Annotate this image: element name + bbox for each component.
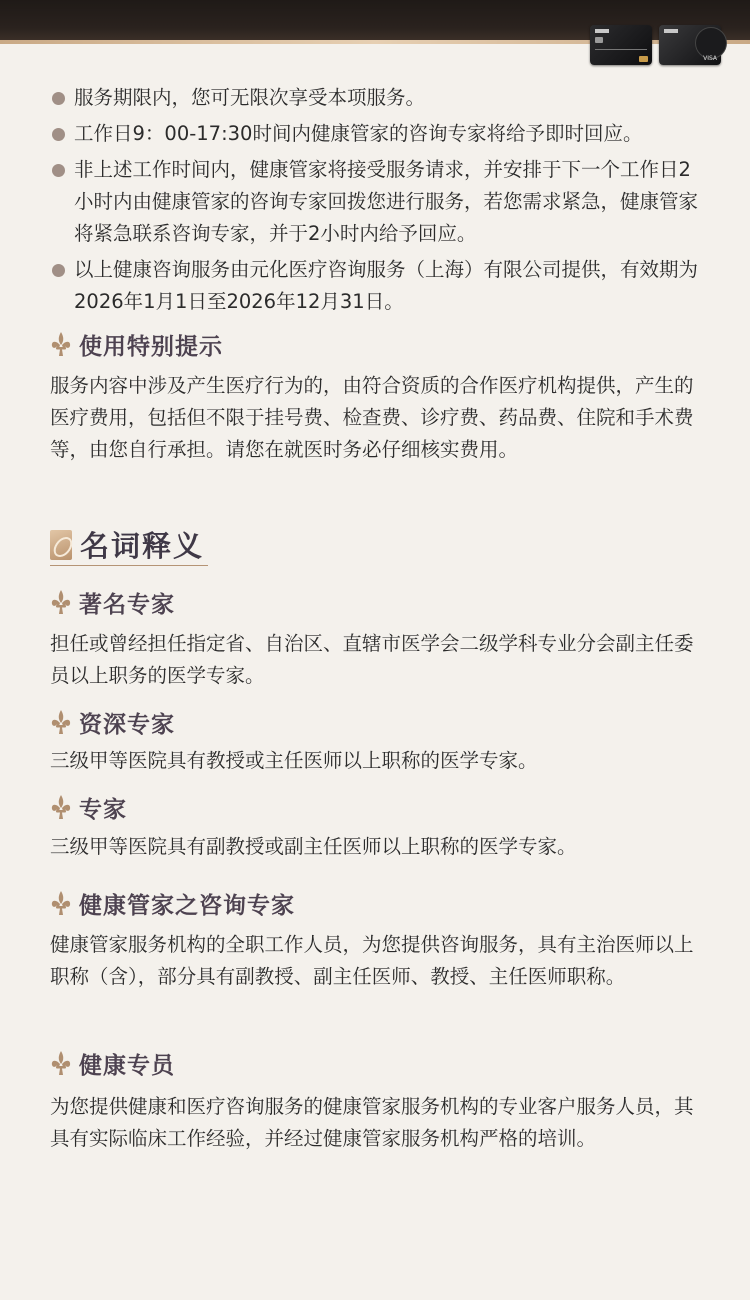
credit-card-image (590, 25, 652, 65)
round-bullet-icon (52, 128, 65, 141)
term-definition: 担任或曾经担任指定省、自治区、直辖市医学会二级学科专业分会副主任委员以上职务的医学专家。 (50, 632, 694, 687)
card-network-label: VISA (703, 55, 717, 62)
service-note-text: 服务期限内，您可无限次享受本项服务。 (74, 86, 426, 109)
bank-logo-icon (595, 29, 609, 33)
term-title: 健康专员 (79, 1052, 175, 1079)
term-title: 资深专家 (79, 711, 175, 738)
section-title: 使用特别提示 (79, 333, 223, 360)
term-heading (50, 790, 127, 824)
term-title: 著名专家 (79, 591, 175, 618)
list-item (50, 118, 710, 150)
fleur-de-lis-icon (50, 331, 72, 357)
term-heading (50, 886, 295, 920)
service-note-text: 工作日9：00-17:30时间内健康管家的咨询专家将给予即时回应。 (74, 122, 643, 145)
term-title: 健康管家之咨询专家 (79, 892, 295, 919)
usage-tips-text: 服务内容中涉及产生医疗行为的，由符合资质的合作医疗机构提供，产生的医疗费用，包括但不限于挂号费、检查费、诊疗费、药品费、住院和手术费等，由您自行承担。请您在就医时务必仔细核实费用。 (50, 374, 694, 461)
card-chip-icon (595, 37, 603, 43)
term-definition: 三级甲等医院具有教授或主任医师以上职称的医学专家。 (50, 749, 538, 772)
fleur-de-lis-icon (50, 794, 72, 820)
term-definition: 健康管家服务机构的全职工作人员，为您提供咨询服务，具有主治医师以上职称（含），部分具有副教授、副主任医师、教授、主任医师职称。 (50, 933, 694, 988)
service-notes-list (50, 82, 710, 322)
term-heading (50, 1046, 175, 1080)
glossary-underline (50, 565, 208, 566)
usage-tips-heading (50, 327, 223, 361)
fleur-de-lis-icon (50, 890, 72, 916)
term-title: 专家 (79, 796, 127, 823)
round-bullet-icon (52, 164, 65, 177)
card-number-line (595, 49, 647, 50)
fleur-de-lis-icon (50, 709, 72, 735)
service-note-text: 以上健康咨询服务由元化医疗咨询服务（上海）有限公司提供，有效期为2026年1月1日至2026年12月31日。 (74, 258, 699, 313)
leaf-badge-icon (50, 530, 72, 560)
round-bullet-icon (52, 92, 65, 105)
list-item (50, 154, 710, 250)
term-definition: 三级甲等医院具有副教授或副主任医师以上职称的医学专家。 (50, 835, 577, 858)
list-item (50, 82, 710, 114)
term-definition: 为您提供健康和医疗咨询服务的健康管家服务机构的专业客户服务人员，其具有实际临床工作经验，并经过健康管家服务机构严格的培训。 (50, 1095, 694, 1150)
list-item (50, 254, 710, 318)
term-heading (50, 705, 175, 739)
service-note-text: 非上述工作时间内，健康管家将接受服务请求，并安排于下一个工作日2小时内由健康管家的咨询专家回拨您进行服务，若您需求紧急，健康管家将紧急联系咨询专家，并于2小时内给予回应。 (74, 158, 699, 245)
fleur-de-lis-icon (50, 1050, 72, 1076)
fleur-de-lis-icon (50, 589, 72, 615)
round-bullet-icon (52, 264, 65, 277)
credit-card-image (659, 25, 721, 65)
bank-logo-icon (664, 29, 678, 33)
card-network-icon (639, 56, 648, 62)
term-heading (50, 585, 175, 619)
glossary-heading (50, 527, 208, 567)
glossary-title: 名词释义 (80, 529, 205, 563)
